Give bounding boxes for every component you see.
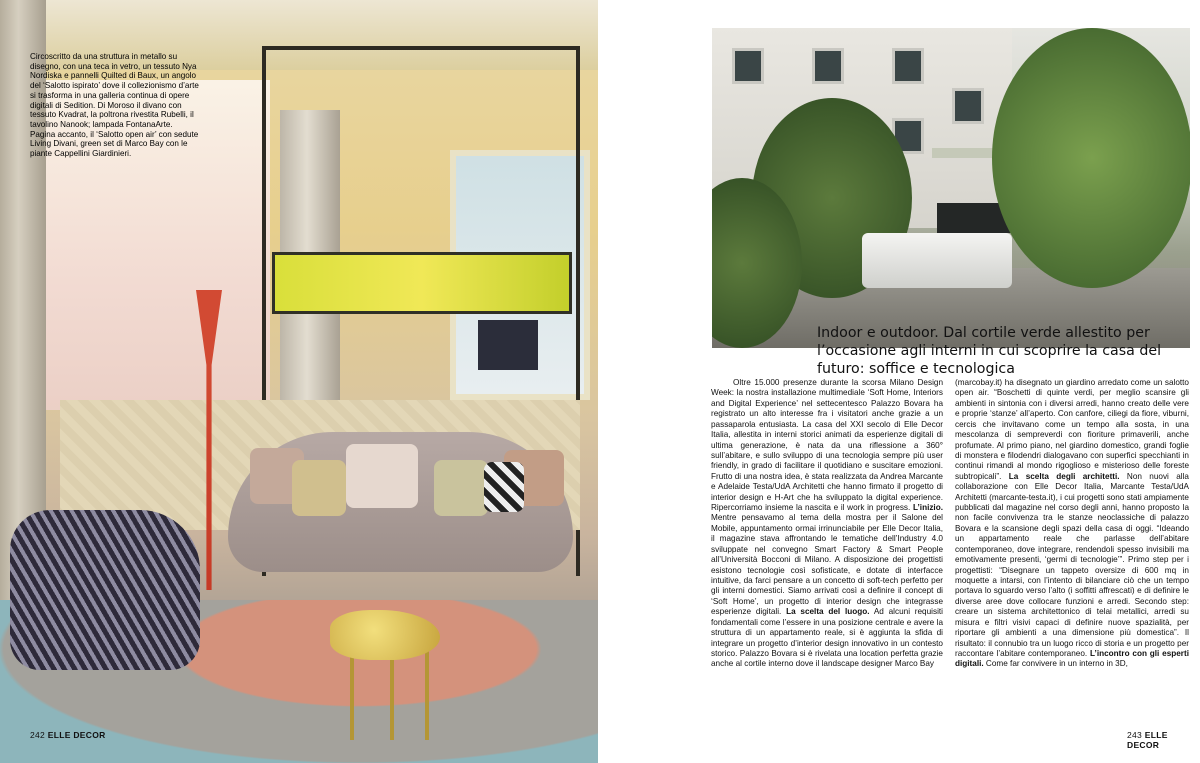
facade-window (952, 88, 984, 124)
coffee-table-leg (390, 650, 394, 740)
folio-left (30, 730, 106, 740)
facade-window (732, 48, 764, 84)
magazine-name: ELLE DECOR (47, 730, 106, 740)
photo-caption: Circoscritto da una struttura in metallo su disegno, con una teca in vetro, un tessuto Nya Nordiska e pannelli Quilted di Baux, un angolo del ‘Salotto ispirato’ dove il collezionismo d’arte si trasforma in una galleria continua di opere digitali di Sedition. Di Moroso il divano con tessuto Kvadrat, la poltrona rivestita Rubelli, il tavolino Nanook; lampada FontanaArte. Pagina accanto, il ‘Salotto open air’ con sedute Living Divani, green set di Marco Bay con le piante Cappellini Giardinieri. (30, 52, 199, 159)
paragraph: Mentre pensavamo al tema della mostra per il Salone del Mobile, appuntamento ormai irrinunciabile per Elle Decor Italia, il magazine stava affrontando le tematiche dell’Industry 4.0 sviluppate nel convegno Smart Factory & Smart People all’Università Bocconi di Milano. A disposizione dei progettisti esistono tecnologie così sofisticate, e dotate di interfacce intuitive, da farci pensare a un concetto di soft-tech perfetto per gli interni domestici. Siamo arrivati così a definire il concept di ‘Soft Home’, un progetto di interior design che integrasse esperienze digitali. (711, 513, 943, 617)
facade-window (892, 48, 924, 84)
paragraph: Come far convivere in un interno in 3D, (983, 659, 1128, 669)
subheading: La scelta degli architetti. (1008, 471, 1120, 481)
cushion (292, 460, 346, 516)
paragraph: Ad alcuni requisiti fondamentali come l’essere in una posizione centrale e avere la struttura di un appartamento reale, si è aggiunta la sfida di integrare un progetto d’interior design innovativo in un contesto storico. Palazzo Bovara si è rivelata una location perfetta grazie anche al cortile interno dove il landscape designer Marco Bay (711, 607, 943, 669)
facade-window (812, 48, 844, 84)
cushion (434, 460, 488, 516)
right-page-photo (712, 28, 1190, 348)
subheading: L’incontro con gli esperti digitali. (955, 648, 1189, 669)
page-number: 242 (30, 730, 46, 740)
coffee-table-leg (350, 650, 354, 740)
coffee-table-leg (425, 650, 429, 740)
folio-right (1127, 730, 1200, 750)
tree (992, 28, 1190, 288)
cushion (346, 444, 418, 508)
magazine-name: ELLE DECOR (1127, 730, 1168, 750)
cushion (484, 462, 524, 512)
subheading: La scelta del luogo. (786, 607, 870, 617)
paragraph: Non nuovi alla collaborazione con Elle Decor Italia, Marcante Testa/UdA Architetti (marcante-testa.it), i cui progetti sono stati ampiamente pubblicati dal magazine nel corso degli anni, hanno proposto la non facile convivenza tra le stanze neoclassiche di palazzo Bovara e la scansione degli spazi della casa di oggi. “Ideando un appartamento reale che parlasse dell’abitare contemporaneo, dove integrare, rendendoli spesso invisibili ma emotivamente presenti, ‘germi di tecnologie’”. Primo step per i progettisti: “Disegnare un tappeto oversize di 600 mq in moquette a intarsi, con l’intento di bilanciare ciò che un tempo portava lo sguardo verso l’alto (i soffitti affrescati) e di definire le diverse aree dove collocare funzioni e arredi. Secondo step: creare un sistema architettonico di telai metallici, arredi su misura e filtri visivi capaci di definire nuove spazialità, per riportare gli ambienti a una dimensione più domestica”. Il risultato: il connubio tra un luogo ricco di storia e un progetto per raccontare l’abitare contemporaneo. (955, 471, 1189, 658)
armchair (10, 510, 200, 670)
article-column-2 (955, 378, 1189, 670)
article-column-1 (711, 378, 943, 670)
coffee-table (330, 610, 440, 660)
paragraph: (marcobay.it) ha disegnato un giardino arredato come un salotto open air. “Boschetti di quinte verdi, per meglio scansire gli ambienti in sintonia con i diversi arredi, hanno creato delle vere e proprie ‘stanze’ all’aperto. Con canfore, ciliegi da fiore, viburni, cercis che invitavano come un tempo alla sosta, in una mescolanza di sempreverdi con fioriture primaverili, anche profumate. Al primo piano, nel giardino domestico, grandi foglie di monstera e filodendri dialogavano con superfici specchianti in continui rimandi al mondo rigoglioso e misterioso delle foreste subtropicali”. (955, 378, 1189, 481)
article-headline: Indoor e outdoor. Dal cortile verde allestito per l’occasione agli interni in cui scoprire la casa del futuro: soffice e tecnologica (817, 325, 1162, 378)
digital-screen (478, 320, 538, 370)
page-number: 243 (1127, 730, 1143, 740)
paragraph: Oltre 15.000 presenze durante la scorsa Milano Design Week: la nostra installazione multimediale ‘Soft Home, Interiors and Digital Experience’ nel settecentesco Palazzo Bovara ha registrato un alto interesse fra i visitatori anche grazie a un passaparola entusiasta. La casa del XXI secolo di Elle Decor Italia, allestita in interni storici animati da esperienze digitali di ultima generazione, è nata da una riflessione a 360° sull’abitare, e sullo sviluppo di una tecnologia sempre più user friendly, in grado di facilitare il quotidiano e suscitare emozioni. Frutto di una nostra idea, è stata realizzata da Andrea Marcante e Adelaide Testa/UdA Architetti che hanno firmato il progetto di interior design e H-Art che ha sviluppato la digital experience. Ripercorriamo insieme la nascita e il work in progress. (711, 378, 943, 513)
outdoor-sofa (862, 233, 1012, 288)
glass-showcase (272, 252, 572, 314)
subheading: L’inizio. (912, 503, 943, 513)
